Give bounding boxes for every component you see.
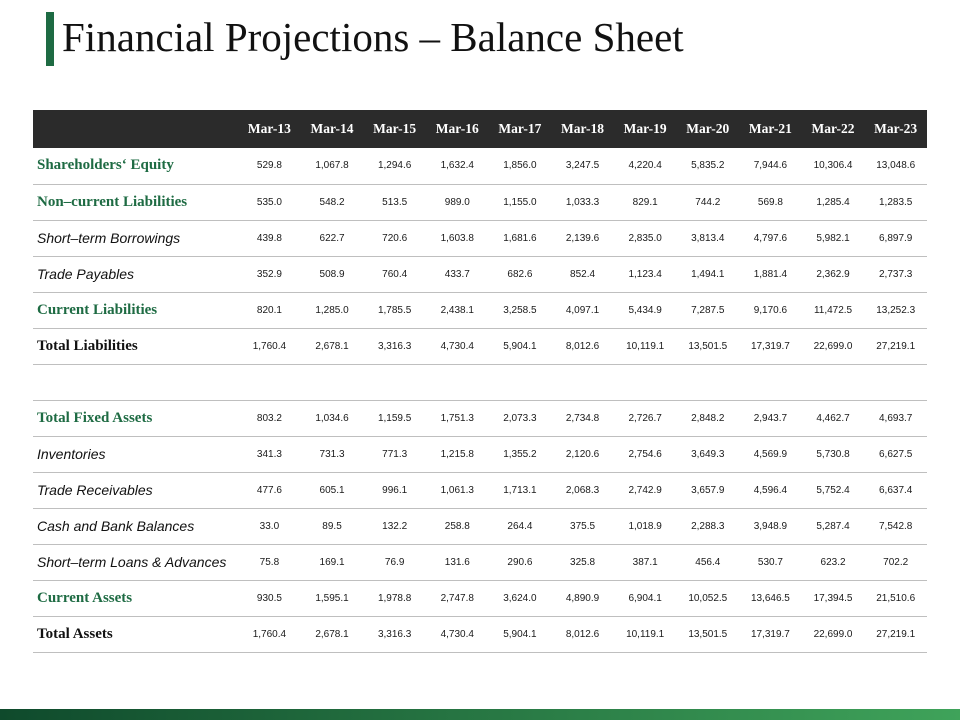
value-cell: 10,306.4 bbox=[813, 160, 853, 172]
value-cell: 9,170.6 bbox=[753, 304, 788, 316]
value-cell: 17,319.7 bbox=[750, 340, 790, 352]
value-cell: 4,596.4 bbox=[753, 484, 788, 496]
value-cell: 439.8 bbox=[256, 232, 282, 244]
value-cell: 6,897.9 bbox=[878, 232, 913, 244]
value-cell: 852.4 bbox=[570, 268, 596, 280]
value-cell: 1,061.3 bbox=[440, 484, 474, 496]
value-cell: 3,657.9 bbox=[691, 484, 725, 496]
table-row bbox=[33, 292, 927, 328]
value-cell: 3,948.9 bbox=[753, 520, 788, 532]
row-label: Total Fixed Assets bbox=[37, 409, 153, 426]
value-cell: 5,730.8 bbox=[816, 448, 850, 460]
value-cell: 2,848.2 bbox=[691, 412, 725, 424]
value-cell: 11,472.5 bbox=[813, 304, 853, 316]
value-cell: 7,542.8 bbox=[878, 520, 913, 532]
value-cell: 2,747.8 bbox=[440, 592, 474, 604]
value-cell: 4,693.7 bbox=[878, 412, 913, 424]
value-cell: 2,120.6 bbox=[565, 448, 600, 460]
value-cell: 2,943.7 bbox=[753, 412, 788, 424]
value-cell: 1,018.9 bbox=[628, 520, 662, 532]
value-cell: 13,048.6 bbox=[876, 160, 916, 172]
value-cell: 433.7 bbox=[444, 268, 470, 280]
value-cell: 1,603.8 bbox=[440, 232, 474, 244]
balance-sheet-table bbox=[33, 110, 927, 653]
value-cell: 744.2 bbox=[695, 196, 721, 208]
value-cell: 1,978.8 bbox=[377, 592, 412, 604]
value-cell: 989.0 bbox=[444, 196, 470, 208]
value-cell: 1,155.0 bbox=[503, 196, 537, 208]
value-cell: 548.2 bbox=[319, 196, 345, 208]
value-cell: 1,283.5 bbox=[878, 196, 913, 208]
value-cell: 4,569.9 bbox=[753, 448, 788, 460]
column-header: Mar-20 bbox=[686, 121, 730, 136]
value-cell: 2,288.3 bbox=[691, 520, 725, 532]
value-cell: 4,730.4 bbox=[440, 628, 474, 640]
value-cell: 2,068.3 bbox=[565, 484, 600, 496]
value-cell: 7,287.5 bbox=[691, 304, 725, 316]
column-header: Mar-14 bbox=[310, 121, 354, 136]
value-cell: 2,754.6 bbox=[628, 448, 662, 460]
value-cell: 1,285.0 bbox=[315, 304, 349, 316]
value-cell: 720.6 bbox=[382, 232, 408, 244]
value-cell: 375.5 bbox=[570, 520, 596, 532]
value-cell: 2,139.6 bbox=[565, 232, 600, 244]
value-cell: 4,462.7 bbox=[816, 412, 850, 424]
value-cell: 10,119.1 bbox=[626, 340, 665, 352]
value-cell: 76.9 bbox=[384, 556, 405, 568]
value-cell: 477.6 bbox=[256, 484, 282, 496]
value-cell: 10,119.1 bbox=[626, 628, 665, 640]
value-cell: 4,890.9 bbox=[565, 592, 600, 604]
value-cell: 1,294.6 bbox=[377, 160, 412, 172]
value-cell: 1,159.5 bbox=[377, 412, 412, 424]
row-label: Total Liabilities bbox=[37, 337, 138, 354]
value-cell: 13,501.5 bbox=[688, 340, 728, 352]
value-cell: 27,219.1 bbox=[876, 628, 916, 640]
value-cell: 3,316.3 bbox=[377, 628, 412, 640]
value-cell: 5,904.1 bbox=[503, 340, 537, 352]
value-cell: 820.1 bbox=[256, 304, 282, 316]
value-cell: 2,073.3 bbox=[503, 412, 537, 424]
header-row bbox=[33, 110, 927, 148]
column-header: Mar-17 bbox=[498, 121, 542, 136]
row-label: Current Assets bbox=[37, 589, 133, 606]
value-cell: 2,734.8 bbox=[565, 412, 600, 424]
header-corner-cell bbox=[33, 110, 238, 148]
value-cell: 2,362.9 bbox=[816, 268, 850, 280]
value-cell: 513.5 bbox=[382, 196, 408, 208]
value-cell: 258.8 bbox=[444, 520, 470, 532]
column-header: Mar-19 bbox=[623, 121, 667, 136]
value-cell: 1,632.4 bbox=[440, 160, 474, 172]
value-cell: 13,501.5 bbox=[688, 628, 728, 640]
value-cell: 1,760.4 bbox=[252, 628, 287, 640]
value-cell: 2,678.1 bbox=[315, 628, 349, 640]
value-cell: 3,813.4 bbox=[691, 232, 725, 244]
table-body bbox=[33, 148, 927, 652]
value-cell: 1,713.1 bbox=[503, 484, 537, 496]
column-header: Mar-22 bbox=[811, 121, 855, 136]
row-label: Short–term Borrowings bbox=[37, 230, 181, 246]
value-cell: 21,510.6 bbox=[876, 592, 916, 604]
value-cell: 1,494.1 bbox=[691, 268, 725, 280]
row-label: Shareholders‘ Equity bbox=[37, 157, 174, 174]
value-cell: 2,726.7 bbox=[628, 412, 662, 424]
value-cell: 352.9 bbox=[256, 268, 282, 280]
column-header: Mar-21 bbox=[748, 121, 792, 136]
value-cell: 1,595.1 bbox=[315, 592, 349, 604]
value-cell: 702.2 bbox=[883, 556, 909, 568]
value-cell: 3,624.0 bbox=[503, 592, 537, 604]
value-cell: 17,394.5 bbox=[813, 592, 853, 604]
value-cell: 7,944.6 bbox=[753, 160, 788, 172]
footer-gradient-bar bbox=[0, 709, 960, 720]
value-cell: 17,319.7 bbox=[750, 628, 790, 640]
value-cell: 623.2 bbox=[820, 556, 846, 568]
spacer-row bbox=[33, 364, 927, 400]
value-cell: 1,123.4 bbox=[628, 268, 662, 280]
value-cell: 27,219.1 bbox=[876, 340, 916, 352]
value-cell: 1,285.4 bbox=[816, 196, 850, 208]
value-cell: 1,881.4 bbox=[753, 268, 788, 280]
value-cell: 75.8 bbox=[259, 556, 280, 568]
value-cell: 1,034.6 bbox=[315, 412, 349, 424]
value-cell: 1,856.0 bbox=[503, 160, 537, 172]
row-label: Trade Payables bbox=[37, 266, 135, 282]
row-label: Cash and Bank Balances bbox=[37, 518, 195, 534]
row-label: Non–current Liabilities bbox=[37, 193, 188, 210]
value-cell: 6,627.5 bbox=[878, 448, 913, 460]
value-cell: 1,215.8 bbox=[440, 448, 474, 460]
value-cell: 682.6 bbox=[507, 268, 533, 280]
value-cell: 2,678.1 bbox=[315, 340, 349, 352]
column-header: Mar-16 bbox=[435, 121, 479, 136]
value-cell: 132.2 bbox=[382, 520, 408, 532]
value-cell: 569.8 bbox=[757, 196, 783, 208]
value-cell: 535.0 bbox=[256, 196, 282, 208]
value-cell: 8,012.6 bbox=[565, 628, 600, 640]
value-cell: 760.4 bbox=[382, 268, 408, 280]
row-label: Total Assets bbox=[37, 625, 113, 642]
column-header: Mar-13 bbox=[247, 121, 291, 136]
value-cell: 1,355.2 bbox=[503, 448, 537, 460]
table-row bbox=[33, 400, 927, 436]
column-header: Mar-15 bbox=[373, 121, 417, 136]
value-cell: 731.3 bbox=[319, 448, 345, 460]
value-cell: 4,097.1 bbox=[565, 304, 600, 316]
value-cell: 3,316.3 bbox=[377, 340, 412, 352]
value-cell: 2,438.1 bbox=[440, 304, 474, 316]
value-cell: 13,646.5 bbox=[750, 592, 790, 604]
page-title: Financial Projections – Balance Sheet bbox=[62, 14, 684, 60]
value-cell: 325.8 bbox=[570, 556, 596, 568]
value-cell: 3,247.5 bbox=[565, 160, 600, 172]
value-cell: 5,835.2 bbox=[691, 160, 725, 172]
value-cell: 5,982.1 bbox=[816, 232, 850, 244]
table-row bbox=[33, 148, 927, 184]
value-cell: 22,699.0 bbox=[813, 340, 853, 352]
value-cell: 508.9 bbox=[319, 268, 345, 280]
value-cell: 529.8 bbox=[256, 160, 282, 172]
value-cell: 89.5 bbox=[322, 520, 342, 532]
column-header: Mar-23 bbox=[874, 121, 918, 136]
value-cell: 387.1 bbox=[632, 556, 658, 568]
value-cell: 13,252.3 bbox=[876, 304, 916, 316]
spacer-cell bbox=[33, 364, 927, 400]
row-label: Trade Receivables bbox=[37, 482, 153, 498]
value-cell: 605.1 bbox=[319, 484, 345, 496]
value-cell: 3,649.3 bbox=[691, 448, 725, 460]
value-cell: 10,052.5 bbox=[688, 592, 728, 604]
value-cell: 829.1 bbox=[632, 196, 658, 208]
value-cell: 456.4 bbox=[695, 556, 721, 568]
value-cell: 1,785.5 bbox=[377, 304, 412, 316]
value-cell: 169.1 bbox=[319, 556, 345, 568]
value-cell: 341.3 bbox=[256, 448, 282, 460]
table-row bbox=[33, 544, 927, 580]
value-cell: 5,434.9 bbox=[628, 304, 662, 316]
value-cell: 6,904.1 bbox=[628, 592, 662, 604]
value-cell: 996.1 bbox=[382, 484, 408, 496]
value-cell: 131.6 bbox=[444, 556, 470, 568]
value-cell: 622.7 bbox=[319, 232, 345, 244]
value-cell: 1,760.4 bbox=[252, 340, 287, 352]
value-cell: 4,220.4 bbox=[628, 160, 662, 172]
value-cell: 22,699.0 bbox=[813, 628, 853, 640]
value-cell: 290.6 bbox=[507, 556, 533, 568]
value-cell: 530.7 bbox=[757, 556, 783, 568]
table-row bbox=[33, 436, 927, 472]
value-cell: 5,752.4 bbox=[816, 484, 850, 496]
value-cell: 5,287.4 bbox=[816, 520, 850, 532]
value-cell: 1,681.6 bbox=[503, 232, 537, 244]
value-cell: 1,067.8 bbox=[315, 160, 349, 172]
row-label: Short–term Loans & Advances bbox=[37, 554, 227, 570]
value-cell: 2,737.3 bbox=[878, 268, 913, 280]
table-row bbox=[33, 220, 927, 256]
value-cell: 1,751.3 bbox=[440, 412, 474, 424]
value-cell: 5,904.1 bbox=[503, 628, 537, 640]
value-cell: 6,637.4 bbox=[878, 484, 913, 496]
table-row bbox=[33, 472, 927, 508]
row-label: Current Liabilities bbox=[37, 301, 158, 318]
table-row bbox=[33, 616, 927, 652]
value-cell: 2,835.0 bbox=[628, 232, 662, 244]
title-accent-bar bbox=[46, 12, 54, 66]
value-cell: 803.2 bbox=[256, 412, 282, 424]
table-row bbox=[33, 184, 927, 220]
value-cell: 930.5 bbox=[256, 592, 282, 604]
table-row bbox=[33, 256, 927, 292]
table-row bbox=[33, 328, 927, 364]
value-cell: 264.4 bbox=[507, 520, 533, 532]
value-cell: 4,797.6 bbox=[753, 232, 788, 244]
column-header: Mar-18 bbox=[561, 121, 605, 136]
value-cell: 4,730.4 bbox=[440, 340, 474, 352]
value-cell: 771.3 bbox=[382, 448, 408, 460]
table-row bbox=[33, 508, 927, 544]
value-cell: 3,258.5 bbox=[503, 304, 537, 316]
table-row bbox=[33, 580, 927, 616]
value-cell: 8,012.6 bbox=[565, 340, 600, 352]
row-label: Inventories bbox=[37, 446, 106, 462]
value-cell: 33.0 bbox=[259, 520, 280, 532]
value-cell: 1,033.3 bbox=[565, 196, 600, 208]
value-cell: 2,742.9 bbox=[628, 484, 662, 496]
